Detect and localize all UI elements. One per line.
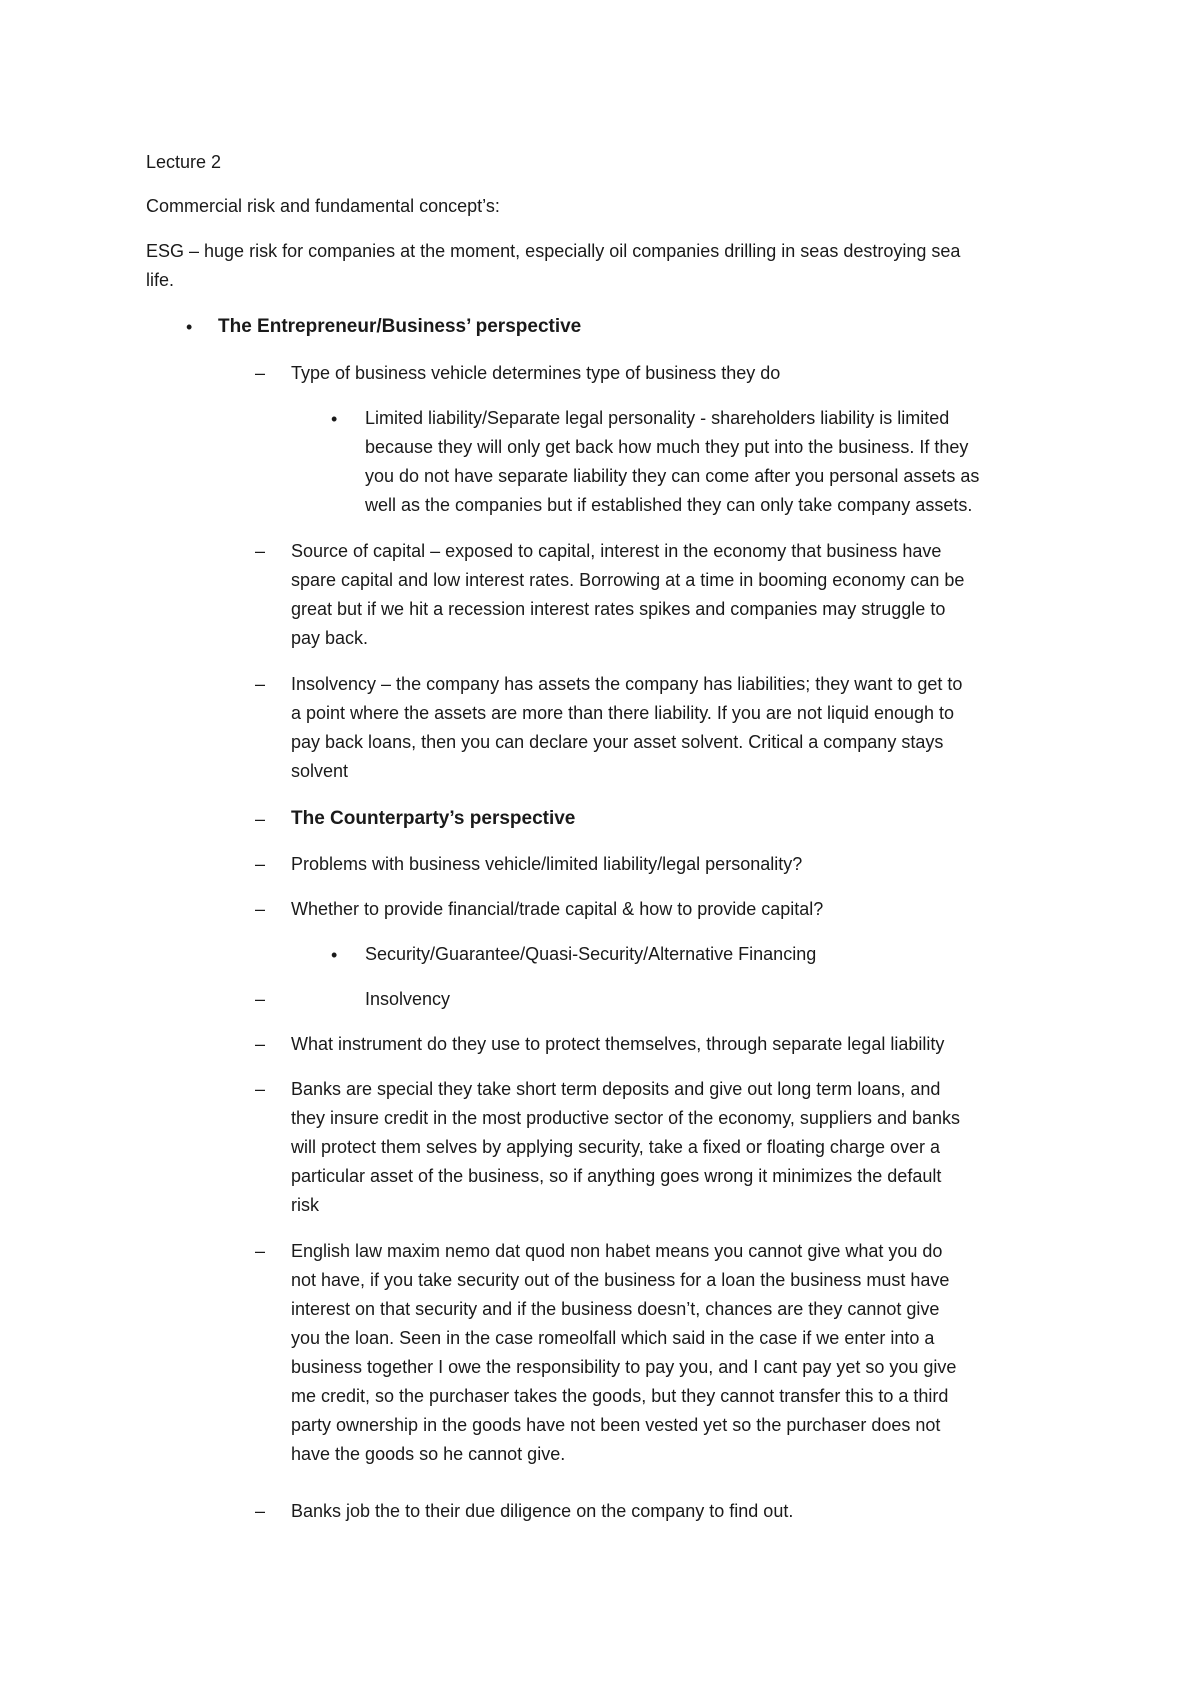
text-line: solvent: [291, 761, 349, 781]
dash-marker: –: [255, 899, 266, 919]
text-line: Banks are special they take short term deposits and give out long term loans, and: [291, 1079, 941, 1099]
dash-marker: –: [255, 363, 266, 383]
text-line: risk: [291, 1195, 319, 1215]
text-line: great but if we hit a recession interest rates spikes and companies may struggle to: [291, 599, 946, 619]
dash-marker: –: [255, 989, 266, 1009]
bullet-marker: •: [331, 409, 338, 429]
text-line: pay back loans, then you can declare your asset solvent. Critical a company stays: [291, 732, 944, 752]
item-english-law: [291, 1237, 956, 1469]
text-line: party ownership in the goods have not been vested yet so the purchaser does not: [291, 1415, 941, 1435]
dash-marker: –: [255, 1079, 266, 1099]
text-line: you the loan. Seen in the case romeolfall which said in the case if we enter into a: [291, 1328, 935, 1348]
text-line: me credit, so the purchaser takes the goods, but they cannot transfer this to a third: [291, 1386, 949, 1406]
dash-marker: –: [255, 674, 266, 694]
text-line: because they will only get back how much they put into the business. If they: [365, 437, 969, 457]
text-line: Insolvency – the company has assets the company has liabilities; they want to get to: [291, 674, 963, 694]
counterparty-heading: The Counterparty’s perspective: [291, 808, 576, 829]
text-line: business together I owe the responsibility to pay you, and I cant pay yet so you give: [291, 1357, 957, 1377]
intro-line: ESG – huge risk for companies at the moment, especially oil companies drilling in seas destroying sea: [146, 241, 961, 261]
text-line: well as the companies but if established they can only take company assets.: [365, 495, 973, 515]
dash-marker: –: [255, 1501, 266, 1521]
bullet-marker: •: [331, 945, 338, 965]
text-line: pay back.: [291, 628, 369, 648]
text-line: a point where the assets are more than there liability. If you are not liquid enough to: [291, 703, 955, 723]
intro-line: life.: [146, 270, 175, 290]
document-title: Lecture 2: [146, 152, 222, 172]
item-insolvency-2: Insolvency: [365, 989, 451, 1009]
text-line: you do not have separate liability they can come after you personal assets as: [365, 466, 980, 486]
bullet-marker: •: [186, 317, 193, 337]
item-capital: [291, 537, 964, 653]
sub-security: Security/Guarantee/Quasi-Security/Alternative Financing: [365, 944, 817, 964]
text-line: will protect them selves by applying security, take a fixed or floating charge over a: [291, 1137, 940, 1157]
item-insolvency: [291, 670, 962, 786]
intro-paragraph: [146, 237, 960, 295]
text-line: English law maxim nemo dat quod non habet means you cannot give what you do: [291, 1241, 943, 1261]
text-line: not have, if you take security out of the business for a loan the business must have: [291, 1270, 950, 1290]
item-banks: [291, 1075, 960, 1220]
text-line: spare capital and low interest rates. Borrowing at a time in booming economy can be: [291, 570, 965, 590]
item-whether: Whether to provide financial/trade capital & how to provide capital?: [291, 899, 824, 919]
dash-marker: –: [255, 541, 266, 561]
dash-marker: –: [255, 809, 266, 829]
sub-limited-liability: [365, 404, 979, 520]
entrepreneur-heading: The Entrepreneur/Business’ perspective: [218, 316, 582, 337]
item-problems: Problems with business vehicle/limited liability/legal personality?: [291, 854, 803, 874]
text-line: interest on that security and if the business doesn’t, chances are they cannot give: [291, 1299, 940, 1319]
text-line: have the goods so he cannot give.: [291, 1444, 566, 1464]
item-vehicle: Type of business vehicle determines type of business they do: [291, 363, 781, 383]
dash-marker: –: [255, 854, 266, 874]
text-line: Limited liability/Separate legal personality - shareholders liability is limited: [365, 408, 950, 428]
dash-marker: –: [255, 1034, 266, 1054]
document-subtitle: Commercial risk and fundamental concept’s:: [146, 196, 500, 216]
dash-marker: –: [255, 1241, 266, 1261]
text-line: Source of capital – exposed to capital, interest in the economy that business have: [291, 541, 942, 561]
item-banks-job: Banks job the to their due diligence on the company to find out.: [291, 1501, 794, 1521]
text-line: they insure credit in the most productive sector of the economy, suppliers and banks: [291, 1108, 961, 1128]
text-line: particular asset of the business, so if anything goes wrong it minimizes the default: [291, 1166, 942, 1186]
item-instrument: What instrument do they use to protect themselves, through separate legal liability: [291, 1034, 945, 1054]
